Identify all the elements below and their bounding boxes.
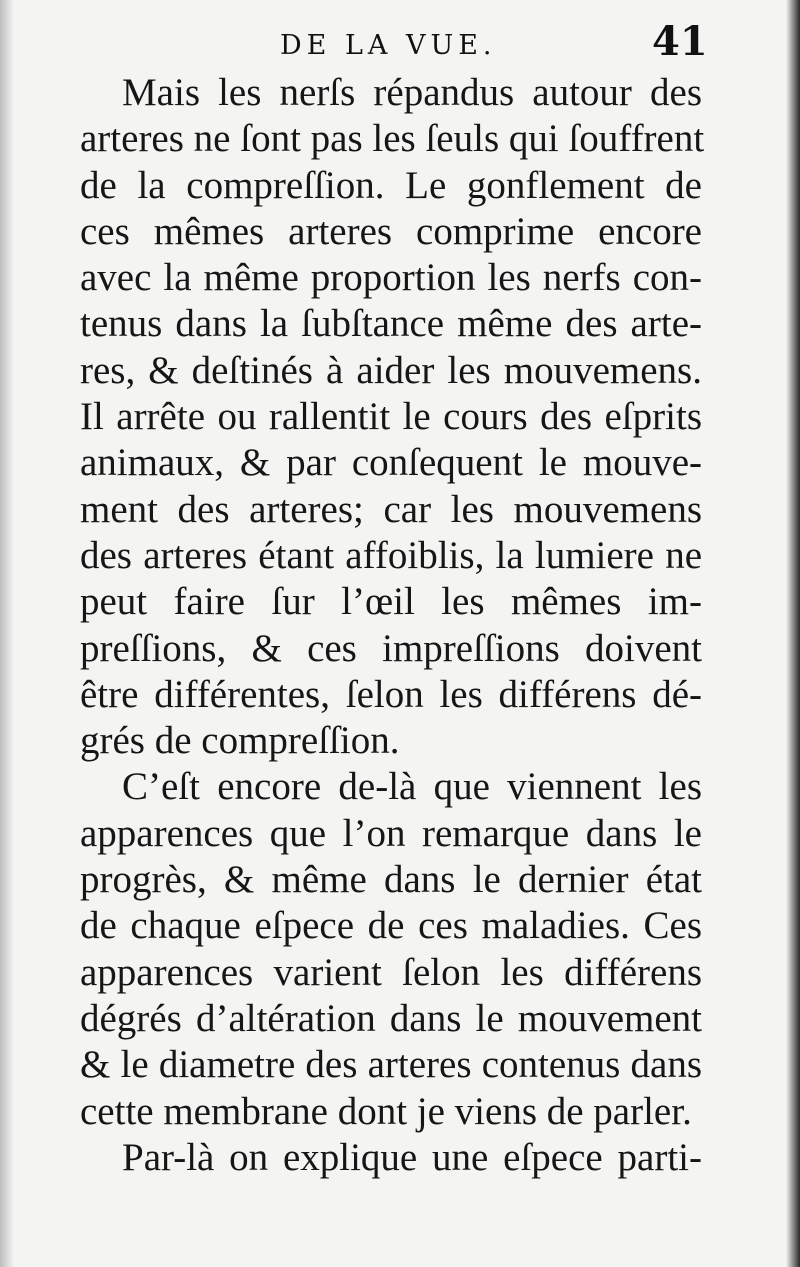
page-number: 41 xyxy=(652,18,708,65)
text-line: Il arrête ou rallentit le cours des eſprits xyxy=(80,395,702,439)
text-line: C’eſt encore de-là que viennent les xyxy=(122,765,702,809)
text-line: grés de compreſſion. xyxy=(80,719,400,763)
text-line: avec la même proportion les nerfs con- xyxy=(80,256,702,300)
text-line: ces mêmes arteres comprime encore xyxy=(80,209,702,253)
text-line: de chaque eſpece de ces maladies. Ces xyxy=(80,904,702,948)
text-line: res, & deſtinés à aider les mouvemens. xyxy=(80,348,702,392)
text-line: peut faire ſur l’œil les mêmes im- xyxy=(80,580,702,624)
page-edge-shadow xyxy=(786,0,800,1267)
text-line: apparences varient ſelon les différens xyxy=(80,950,702,994)
text-line: & le diametre des arteres contenus dans xyxy=(80,1043,702,1087)
text-line: être différentes, ſelon les différens dé- xyxy=(80,672,702,716)
text-line: des arteres étant affoiblis, la lumiere ne xyxy=(80,533,702,577)
text-line: Par-là on explique une eſpece parti- xyxy=(122,1135,702,1179)
text-line: tenus dans la ſubſtance même des arte- xyxy=(80,302,702,346)
text-line: preſſions, & ces impreſſions doivent xyxy=(80,626,702,670)
text-line: arteres ne ſont pas les ſeuls qui ſouffrent xyxy=(80,117,705,161)
gutter-shadow xyxy=(0,0,14,1267)
body-text xyxy=(80,70,705,1181)
text-line: de la compreſſion. Le gonflement de xyxy=(80,163,702,207)
text-line: dégrés d’altération dans le mouvement xyxy=(80,996,702,1040)
text-line: progrès, & même dans le dernier état xyxy=(80,858,702,902)
text-line: animaux, & par conſequent le mouve- xyxy=(80,441,702,485)
running-head: DE LA VUE. xyxy=(280,30,497,61)
text-line: apparences que l’on remarque dans le xyxy=(80,811,702,855)
text-line: ment des arteres; car les mouvemens xyxy=(80,487,702,531)
text-line: cette membrane dont je viens de parler. xyxy=(80,1089,692,1133)
text-line: Mais les nerſs répandus autour des xyxy=(122,71,702,114)
